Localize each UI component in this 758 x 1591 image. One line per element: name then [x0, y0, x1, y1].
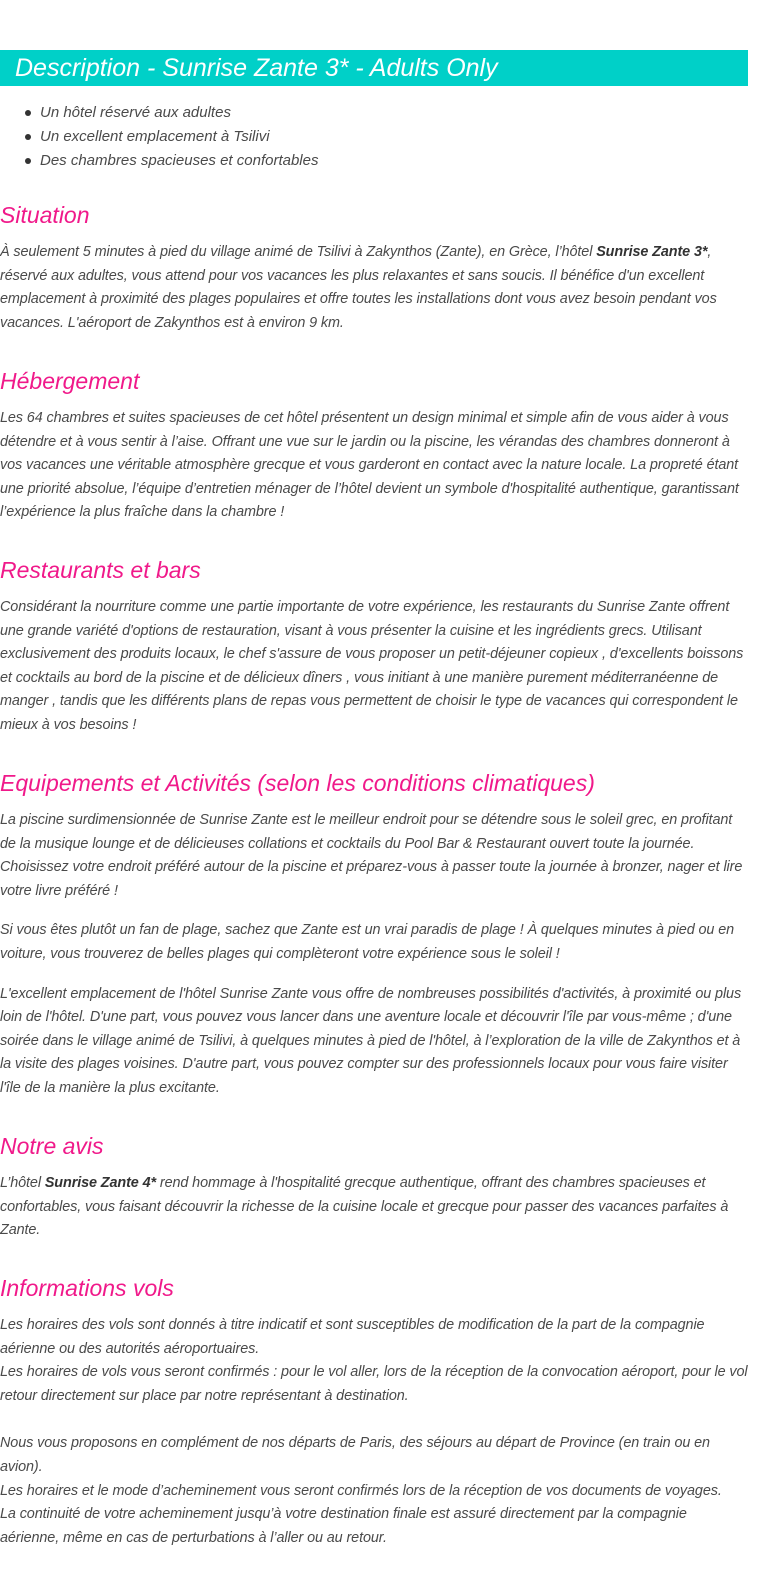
- bullet-icon: [25, 110, 31, 116]
- highlight-text: Des chambres spacieuses et confortables: [40, 152, 319, 169]
- list-item: [0, 149, 318, 173]
- section-heading: Informations vols: [0, 1275, 174, 1301]
- highlight-text: Un hôtel réservé aux adultes: [40, 104, 231, 121]
- equipements-paragraph: L'excellent emplacement de l'hôtel Sunrise Zante vous offre de nombreuses possibilités d'activités, à proximité ou plus loin de l'hôtel. D'une part, vous pouvez vous lancer dans une aventure locale et découvrir l'île par vous-même ; d'une soirée dans le village animé de Tsilivi, à quelques minutes à pied de l'hôtel, à l’exploration de la ville de Zakynthos et à la visite des plages voisines. D'autre part, vous pouvez compter sur des professionnels locaux pour vous faire visiter l'île de la manière la plus excitante.: [0, 985, 742, 1096]
- section-heading: Hébergement: [0, 368, 140, 394]
- banner-title: Description - Sunrise Zante 3* - Adults Only: [15, 54, 498, 82]
- section-heading: Notre avis: [0, 1133, 104, 1159]
- paragraph-text: Les horaires de vols vous seront confirmés : pour le vol aller, lors de la réception de la convocation aéroport, pour le vol retour directement sur place par notre représentant à destination.: [0, 1364, 748, 1404]
- paragraph-text: , réservé aux adultes, vous attend pour vos vacances les plus relaxantes et sans soucis. Il bénéfice d'un excellent emplacement à proximité des plages populaires et offre toutes les installations dont vous avez besoin pendant vos vacances. L'aéroport de Zakynthos est à environ 9 km.: [0, 244, 717, 331]
- equipements-section: [0, 769, 748, 1117]
- paragraph-text: Nous vous proposons en complément de nos départs de Paris, des séjours au départ de Province (en train ou en avion).: [0, 1435, 710, 1475]
- paragraph-text: L’hôtel: [0, 1175, 45, 1191]
- avis-section: [0, 1132, 748, 1259]
- equipements-paragraph: La piscine surdimensionnée de Sunrise Zante est le meilleur endroit pour se détendre sous le soleil grec, en profitant de la musique lounge et de délicieuses collations et cocktails du Pool Bar & Restaurant ouvert toute la journée. Choisissez votre endroit préféré autour de la piscine et préparez-vous à passer toute la journée à bronzer, nager et lire votre livre préféré !: [0, 812, 743, 899]
- section-heading: Equipements et Activités (selon les conditions climatiques): [0, 770, 595, 796]
- list-item: [0, 125, 318, 149]
- description-banner: [0, 50, 748, 86]
- paragraph-text: La continuité de votre acheminement jusqu’à votre destination finale est assuré directement par la compagnie aérienne, même en cas de perturbations à l’aller ou au retour.: [0, 1506, 687, 1546]
- list-item: [0, 101, 318, 125]
- vols-paragraph: [0, 1432, 748, 1550]
- paragraph-text: À seulement 5 minutes à pied du village animé de Tsilivi à Zakynthos (Zante), en Grèce, l’hôtel: [0, 244, 597, 260]
- equipements-paragraph: Si vous êtes plutôt un fan de plage, sachez que Zante est un vrai paradis de plage ! À quelques minutes à pied ou en voiture, vous trouverez de belles plages qui complèteront votre expérience sous le soleil !: [0, 922, 735, 962]
- bullet-icon: [25, 158, 31, 164]
- highlight-text: Un excellent emplacement à Tsilivi: [40, 128, 270, 145]
- highlights-list: [0, 101, 318, 173]
- section-heading: Restaurants et bars: [0, 557, 201, 583]
- situation-paragraph: [0, 241, 748, 335]
- section-heading: Situation: [0, 202, 90, 228]
- hotel-name: Sunrise Zante 4*: [44, 1175, 156, 1191]
- vols-paragraph: [0, 1314, 748, 1408]
- vols-section: [0, 1274, 748, 1566]
- bullet-icon: [25, 134, 31, 140]
- hebergement-paragraph: Les 64 chambres et suites spacieuses de cet hôtel présentent un design minimal et simple afin de vous aider à vous détendre et à vous sentir à l’aise. Offrant une vue sur le jardin ou la piscine, les vérandas des chambres donneront à vos vacances une véritable atmosphère grecque et vous garderont en contact avec la nature locale. La propreté étant une priorité absolue, l’équipe d’entretien ménager de l’hôtel devient un symbole d'hospitalité authentique, garantissant l’expérience la plus fraîche dans la chambre !: [0, 410, 739, 521]
- restaurants-paragraph: Considérant la nourriture comme une partie importante de votre expérience, les restaurants du Sunrise Zante offrent une grande variété d'options de restauration, visant à vous présenter la cuisine et les ingrédients grecs. Utilisant exclusivement des produits locaux, le chef s'assure de vous proposer un petit-déjeuner copieux , d'excellents boissons et cocktails au bord de la piscine et de délicieux dîners , vous initiant à une manière purement méditerranéenne de manger , tandis que les différents plans de repas vous permettent de choisir le type de vacances qui correspondent le mieux à vos besoins !: [0, 599, 744, 733]
- situation-section: [0, 201, 748, 351]
- hotel-name: Sunrise Zante 3*: [596, 244, 708, 260]
- hebergement-section: [0, 367, 748, 541]
- paragraph-text: rend hommage à l'hospitalité grecque authentique, offrant des chambres spacieuses et confortables, vous faisant découvrir la richesse de la cuisine locale et grecque pour passer des vacances parfaites à Zante.: [0, 1175, 729, 1239]
- paragraph-text: Les horaires des vols sont donnés à titre indicatif et sont susceptibles de modification de la part de la compagnie aérienne ou des autorités aéroportuaires.: [0, 1317, 705, 1357]
- restaurants-section: [0, 556, 748, 754]
- paragraph-text: Les horaires et le mode d’acheminement vous seront confirmés lors de la réception de vos documents de voyages.: [0, 1482, 722, 1499]
- avis-paragraph: [0, 1172, 748, 1243]
